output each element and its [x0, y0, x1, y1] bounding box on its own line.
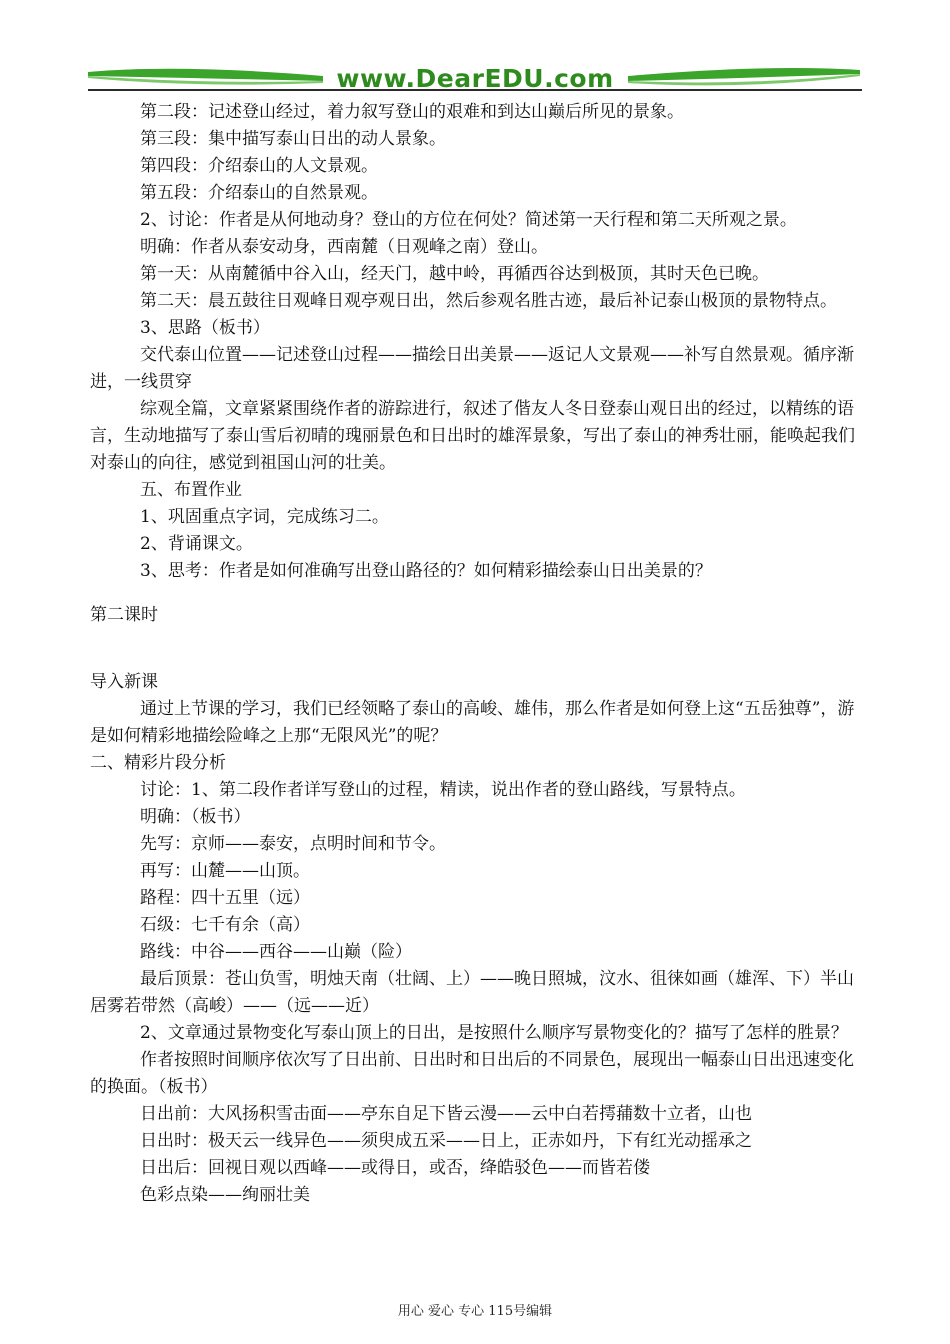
homework-item: 1、巩固重点字词，完成练习二。	[140, 507, 389, 527]
analysis-line: 再写：山麓——山顶。	[140, 861, 310, 881]
question-2-answer: 作者按照时间顺序依次写了日出前、日出时和日出后的不同景色，展现出一幅泰山日出迅速变化的换面。（板书）	[90, 1050, 854, 1097]
homework-item: 3、思考：作者是如何准确写出登山路径的？如何精彩描绘泰山日出美景的？	[140, 561, 712, 581]
silu-heading: 3、思路（板书）	[140, 318, 270, 338]
analysis-line: 明确：（板书）	[140, 807, 251, 827]
paragraph: 第二段：记述登山经过，着力叙写登山的艰难和到达山巅后所见的景象。	[140, 102, 684, 122]
analysis-title: 二、精彩片段分析	[90, 753, 226, 773]
intro-paragraph: 通过上节课的学习，我们已经领略了泰山的高峻、雄伟，那么作者是如何登上这“五岳独尊”，游是如何精彩地描绘险峰之上那“无限风光”的呢？	[90, 699, 855, 746]
lesson2-title: 第二课时	[90, 605, 158, 625]
paragraph: 第一天：从南麓循中谷入山，经天门，越中岭，再循西谷达到极顶，其时天色已晚。	[140, 264, 769, 284]
analysis-line: 讨论：1、第二段作者详写登山的过程，精读，说出作者的登山路线，写景特点。	[140, 780, 746, 800]
paragraph: 明确：作者从泰安动身，西南麓（日观峰之南）登山。	[140, 237, 548, 257]
site-logo-text[interactable]: www.DearEDU.com	[336, 64, 614, 93]
paragraph: 2、讨论：作者是从何地动身？登山的方位在何处？简述第一天行程和第二天所观之景。	[140, 210, 797, 230]
paragraph: 第三段：集中描写泰山日出的动人景象。	[140, 129, 446, 149]
analysis-line: 路线：中谷——西谷——山巅（险）	[140, 942, 412, 962]
silu-text: 交代泰山位置——记述登山过程——描绘日出美景——返记人文景观——补写自然景观。循序渐进，一线贯穿	[90, 345, 854, 392]
summary-paragraph: 综观全篇，文章紧紧围绕作者的游踪进行，叙述了偕友人冬日登泰山观日出的经过，以精练的语言，生动地描写了泰山雪后初晴的瑰丽景色和日出时的雄浑景象，写出了泰山的神秀壮丽，能唤起我们对泰山的向往，感觉到祖国山河的壮美。	[90, 399, 855, 473]
homework-item: 2、背诵课文。	[140, 534, 253, 554]
paragraph: 第五段：介绍泰山的自然景观。	[140, 183, 378, 203]
intro-title: 导入新课	[90, 672, 158, 692]
analysis-line: 石级：七千有余（高）	[140, 915, 310, 935]
analysis-line: 路程：四十五里（远）	[140, 888, 310, 908]
sunrise-line: 日出时：极天云一线异色——须臾成五采——日上，正赤如丹，下有红光动摇承之	[140, 1131, 752, 1151]
paragraph-day2: 第二天：晨五鼓往日观峰日观亭观日出，然后参观名胜古迹，最后补记泰山极顶的景物特点。	[140, 291, 837, 311]
sunrise-line: 色彩点染——绚丽壮美	[140, 1185, 310, 1205]
analysis-line: 先写：京师——泰安，点明时间和节令。	[140, 834, 446, 854]
paragraph: 第四段：介绍泰山的人文景观。	[140, 156, 378, 176]
site-header	[88, 62, 862, 102]
sunrise-line: 日出后：回视日观以西峰——或得日，或否，绛皓驳色——而皆若偻	[140, 1158, 650, 1178]
sunrise-line: 日出前：大风扬积雪击面——亭东自足下皆云漫——云中白若摴蒱数十立者，山也	[140, 1104, 752, 1124]
page-footer: 用心 爱心 专心 115号编辑	[397, 1304, 553, 1319]
question-2: 2、文章通过景物变化写泰山顶上的日出，是按照什么顺序写景物变化的？描写了怎样的胜景？	[140, 1023, 848, 1043]
homework-heading: 五、布置作业	[140, 480, 242, 500]
final-view-paragraph: 最后顶景：苍山负雪，明烛天南（壮阔、上）——晚日照城，汶水、徂徕如画（雄浑、下）半山居雾若带然（高峻）——（远——近）	[90, 969, 854, 1016]
document-body	[90, 99, 862, 1209]
